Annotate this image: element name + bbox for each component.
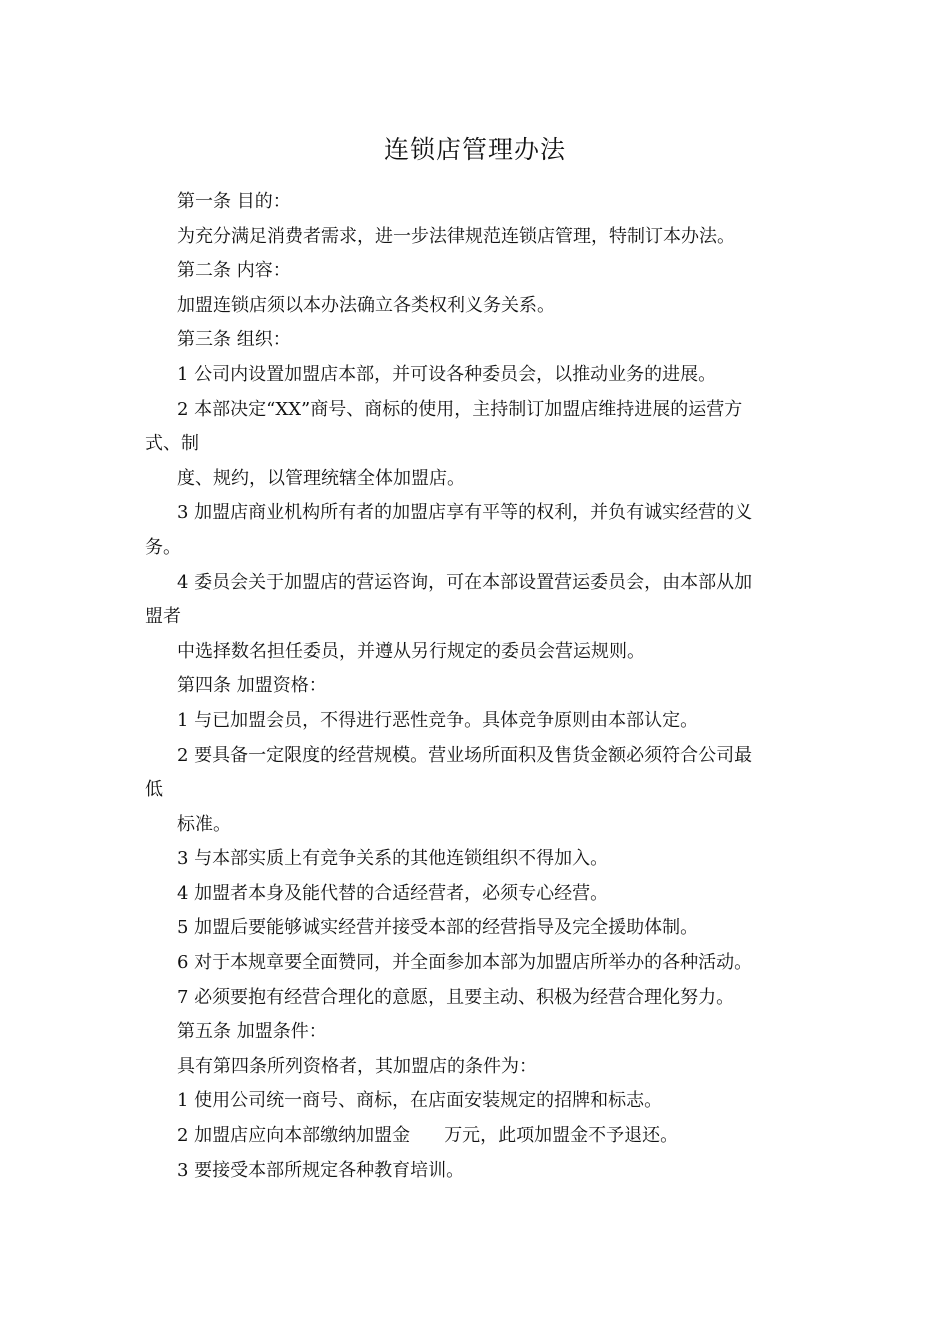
list-item: 2 本部决定“XX”商号、商标的使用，主持制订加盟店维持进展的运营方 [177,398,743,420]
list-item: 1 公司内设置加盟店本部，并可设各种委员会，以推动业务的进展。 [177,363,717,385]
list-item-continuation: 式、制 [145,433,199,455]
list-item: 7 必须要抱有经营合理化的意愿，且要主动、积极为经营合理化努力。 [177,986,735,1008]
list-item: 3 与本部实质上有竞争关系的其他连锁组织不得加入。 [177,848,609,870]
list-item-continuation: 低 [145,779,163,801]
list-item: 6 对于本规章要全面赞同，并全面参加本部为加盟店所举办的各种活动。 [177,952,753,974]
list-item: 2 要具备一定限度的经营规模。营业场所面积及售货金额必须符合公司最 [177,744,753,766]
list-item-continuation: 盟者 [145,606,181,628]
list-item-text: 2 加盟店应向本部缴纳加盟金 [177,1125,411,1147]
list-item: 5 加盟后要能够诚实经营并接受本部的经营指导及完全援助体制。 [177,917,699,939]
article-heading: 第五条 加盟条件： [177,1021,327,1043]
list-item [145,1119,810,1154]
article-heading: 第三条 组织： [177,329,291,351]
paragraph: 为充分满足消费者需求，进一步法律规范连锁店管理，特制订本办法。 [177,225,735,247]
list-item-continuation: 标准。 [177,813,231,835]
article-heading: 第四条 加盟资格： [177,675,327,697]
list-item: 4 委员会关于加盟店的营运咨询，可在本部设置营运委员会，由本部从加 [177,571,753,593]
list-item-continuation: 务。 [145,536,181,558]
article-heading: 第一条 目的： [177,191,291,212]
list-item: 3 加盟店商业机构所有者的加盟店享有平等的权利，并负有诚实经营的义 [177,502,753,524]
list-item: 1 与已加盟会员，不得进行恶性竞争。具体竞争原则由本部认定。 [177,709,699,731]
document-title: 连锁店管理办法 [383,135,566,164]
list-item: 4 加盟者本身及能代替的合适经营者，必须专心经营。 [177,882,609,904]
paragraph: 加盟连锁店须以本办法确立各类权利义务关系。 [177,294,555,316]
paragraph: 具有第四条所列资格者，其加盟店的条件为： [177,1055,537,1077]
list-item-continuation: 中选择数名担任委员，并遵从另行规定的委员会营运规则。 [177,640,645,662]
list-item: 3 要接受本部所规定各种教育培训。 [177,1159,465,1181]
list-item: 1 使用公司统一商号、商标，在店面安装规定的招牌和标志。 [177,1090,663,1112]
article-heading: 第二条 内容： [177,260,291,282]
list-item-continuation: 度、规约，以管理统辖全体加盟店。 [177,467,465,489]
document-body [145,185,810,1188]
list-item-text: 万元，此项加盟金不予退还。 [444,1125,679,1147]
